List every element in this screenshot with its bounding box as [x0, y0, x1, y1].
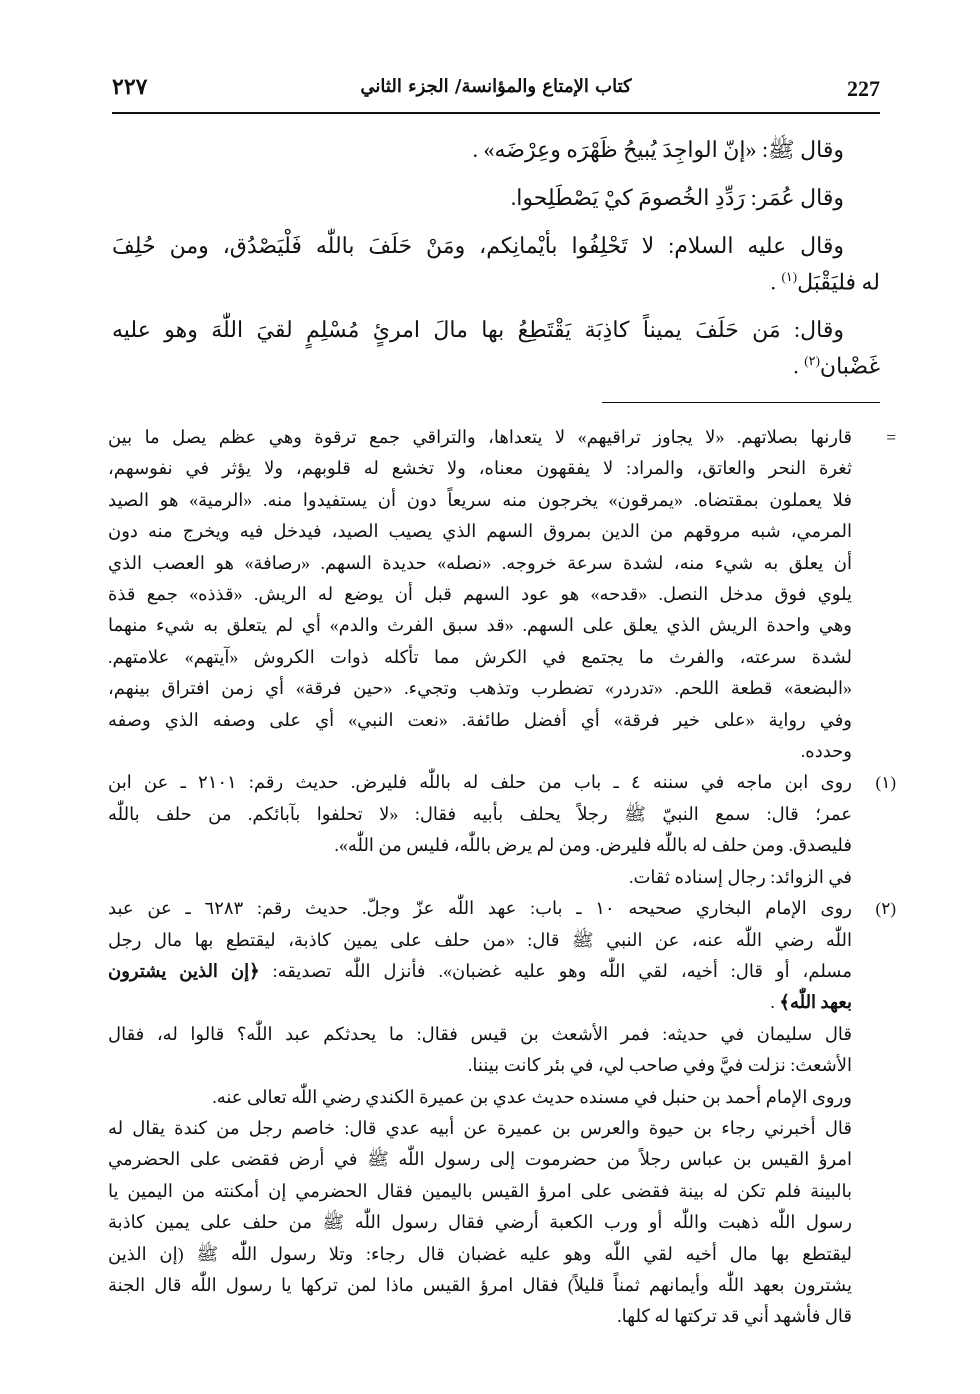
footnote: [108, 767, 896, 893]
line-text: امرؤ القيس بن عباس رجلاً من حضرموت إلى رسول اللّٰه ﷺ في أرض فقضى على الحضرمي: [108, 1149, 853, 1170]
footnote-line: [108, 673, 852, 704]
line-text: قال سليمان في حديثه: فمر الأشعث بن قيس فقال: ما يحدثكم عبد اللّٰه؟ قالوا له، فقال: [108, 1023, 852, 1044]
line-text: اللّٰه رضي اللّٰه عنه، عن النبي ﷺ قال: «من حلف على يمين كاذبة، ليقتطع بها مال رجل: [108, 929, 852, 950]
footnote-line: [108, 1207, 852, 1238]
text-line: [112, 230, 880, 261]
footnote-line: [108, 1050, 852, 1081]
footnote-line: [108, 830, 852, 861]
footnote-line: [108, 799, 852, 830]
main-text: [112, 134, 880, 399]
line-text: قال فأشهد أني قد تركتها له كلها.: [617, 1306, 852, 1327]
footnote-line: [108, 516, 852, 547]
line-text: قال أخبرني رجاء بن حيوة والعرس بن عميرة عن أبيه عدي قال: خاصم رجل من كندة يقال له: [108, 1117, 852, 1138]
line-text: وروى الإمام أحمد بن حنبل في مسنده حديث عدي بن عميرة الكندي رضي اللّٰه تعالى عنه.: [212, 1086, 852, 1107]
line-text: المرمي، شبه مروقهم من الدين بمروق السهم الذي يصيب الصيد، فيدخل فيه ويخرج منه دون: [108, 521, 852, 542]
line-text: روى ابن ماجه في سننه ٤ ـ باب من حلف له باللّٰه فليرض. حديث رقم: ٢١٠١ ـ عن ابن: [108, 772, 852, 793]
footnote-line: [108, 548, 852, 579]
footnote-marker: (٢): [875, 899, 896, 919]
line-text: عمر؛ قال: سمع النبيّ ﷺ رجلاً يحلف بأبيه فقال: «لا تحلفوا بآبائكم. من حلف باللّٰه: [108, 803, 852, 824]
footnote-line: [108, 925, 852, 956]
paragraph: [112, 182, 880, 213]
text-line: [112, 345, 880, 381]
footnote-line: [108, 1301, 852, 1332]
line-text: لشدة سرعته، والفرث ما يجتمع في الكرش مما تأكله ذوات الكروش «آيتهم» علامتهم.: [108, 646, 852, 667]
line-text: وهي واحدة الريش الذي يعلق على السهم. «قد سبق الفرث والدم» أي لم يتعلق به شيء منهما: [108, 615, 852, 636]
footnote-line: [108, 987, 852, 1018]
line-text: الأشعث: نزلت فيَّ وفي صاحب لي، في بئر كانت بيننا.: [467, 1055, 852, 1076]
line-text: .: [770, 992, 780, 1013]
footnote-line: [108, 1270, 852, 1301]
footnote-divider: [602, 402, 880, 403]
footnote-line: [108, 893, 852, 924]
paragraph: [112, 314, 880, 381]
footnote-marker: (١): [875, 773, 896, 793]
footnote-ref: (١): [781, 269, 798, 284]
footnote-line: [108, 485, 852, 516]
line-text: في الزوائد: رجال إسناده ثقات.: [628, 866, 852, 887]
quran-quote: بعهد اللّٰه﴾: [779, 992, 852, 1013]
footnote-line: [108, 610, 852, 641]
text-line: [112, 314, 880, 345]
running-title: كتاب الإمتاع والمؤانسة/ الجزء الثاني: [360, 76, 632, 97]
quran-quote: ﴿إن الذين يشترون: [108, 960, 260, 981]
line-text: وقال عُمَر: رَدِّدِ الخُصومَ كيْ يَصْطَلِحوا.: [510, 185, 844, 210]
footnote-line: [108, 642, 852, 673]
footnote-line: [108, 705, 852, 736]
line-text: أن يعلق به شيء منه، لشدة سرعة خروجه. «نصله» حديدة السهم. «رصافة» هو العصب الذي: [108, 552, 852, 573]
line-text: وفي رواية «على خير فرقة» أي أفضل طائفة. «نعت النبي» أي على وصفه الذي وصفه: [108, 709, 852, 730]
footnote-line: [108, 422, 852, 453]
line-text: يلوي فوق مدخل النصل. «قدحه» هو عود السهم قبل أن يوضع له الريش. «قذذه» جمع قذة: [108, 584, 852, 605]
line-text: وحدده.: [800, 741, 852, 762]
line-text: قارنها بصلاتهم. «لا يجاوز تراقيهم» لا يتعداها، والتراقي جمع ترقوة وهي عظم يصل ما بين: [108, 427, 852, 447]
line-text: يشترون بعهد اللّٰه وأيمانهم ثمناً قليلاً) فقال امرؤ القيس ماذا لمن تركها يا رسول اللّٰه قال الجنة: [108, 1274, 852, 1295]
line-text: مسلم، أو قال: أخيه، لقي اللّٰه وهو عليه غضبان». فأنزل اللّٰه تصديقه:: [259, 960, 852, 981]
footnote-line: [108, 1144, 852, 1175]
line-text: «البضعة» قطعة اللحم. «تدردر» تضطرب وتذهب وتجيء. «حين فرقة» أي زمن افتراق بينهم،: [108, 678, 852, 699]
footnote: [108, 422, 896, 767]
line-text: ليقتطع بها مال أخيه لقي اللّٰه وهو عليه غضبان قال رجاء: وتلا رسول اللّٰه ﷺ (إن الذين: [108, 1243, 852, 1264]
footnote-line: [108, 862, 852, 893]
line-text: بالبينة فلم تكن له بينة فقضى على امرؤ القيس باليمين فقال الحضرمي إن أمكنته من اليمين يا: [108, 1180, 852, 1201]
line-punct: .: [793, 353, 805, 379]
line-text: وقال ﷺ: «إنّ الواجِدَ يُبيحُ ظَهْرَه وعِرْضَه» .: [472, 137, 844, 162]
footnote-line: [108, 1113, 852, 1144]
text-line: [112, 261, 880, 297]
footnotes: [108, 422, 896, 1333]
text-line: [112, 134, 880, 165]
line-text: فليصدق. ومن حلف له باللّٰه فليرض. ومن لم يرض باللّٰه، فليس من اللّٰه».: [334, 835, 852, 856]
footnote-line: [108, 956, 852, 987]
text-line: [112, 182, 880, 213]
line-text: وقال: مَن حَلَفَ يميناً كاذِبَة يَقْتَطِعُ بها مالَ امرئٍ مُسْلِمٍ لقيَ اللّٰهَ وهو عليه: [112, 317, 844, 343]
paragraph: [112, 134, 880, 165]
running-header: [112, 72, 880, 114]
line-text: فلا يعملون بمقتضاه. «يمرقون» يخرجون منه سريعاً دون أن يستفيدوا منه. «الرمية» هو الصيد: [108, 489, 852, 510]
footnote-line: [108, 579, 852, 610]
footnote-line: [108, 1239, 852, 1270]
footnote-ref: (٢): [804, 353, 820, 369]
footnote-line: [108, 453, 852, 484]
page-number-arabic: ٢٢٧: [112, 74, 148, 100]
footnote-line: [108, 1176, 852, 1207]
footnote: [108, 893, 896, 1333]
line-text: غَضْبان: [819, 353, 880, 379]
line-text: روى الإمام البخاري صحيحه ١٠ ـ باب: عهد اللّٰه عزّ وجلّ. حديث رقم: ٦٢٨٣ ـ عن عبد: [108, 898, 852, 919]
line-text: رسول اللّٰه ذهبت واللّٰه أو ورب الكعبة أرضي فقال رسول اللّٰه ﷺ من حلف على يمين كاذبة: [108, 1212, 852, 1233]
footnote-marker: =: [886, 428, 896, 447]
footnote-line: [108, 767, 852, 798]
line-punct: .: [770, 269, 782, 295]
footnote-line: [108, 1019, 852, 1050]
footnote-line: [108, 1082, 852, 1113]
footnote-line: [108, 736, 852, 767]
paragraph: [112, 230, 880, 297]
page-number-latin: 227: [847, 76, 880, 101]
line-text: وقال عليه السلام: لا تَحْلِفُوا بأيْمانِكم، ومَنْ حَلَفَ باللّٰه فَلْيَصْدُق، ومن حُلِفَ: [112, 233, 844, 258]
line-text: له فليَقْبَل: [797, 269, 880, 295]
line-text: ثغرة النحر والعاتق، والمراد: لا يفقهون معناه، ولا تخشع له قلوبهم، ولا يؤثر في نفوسهم،: [108, 458, 852, 479]
